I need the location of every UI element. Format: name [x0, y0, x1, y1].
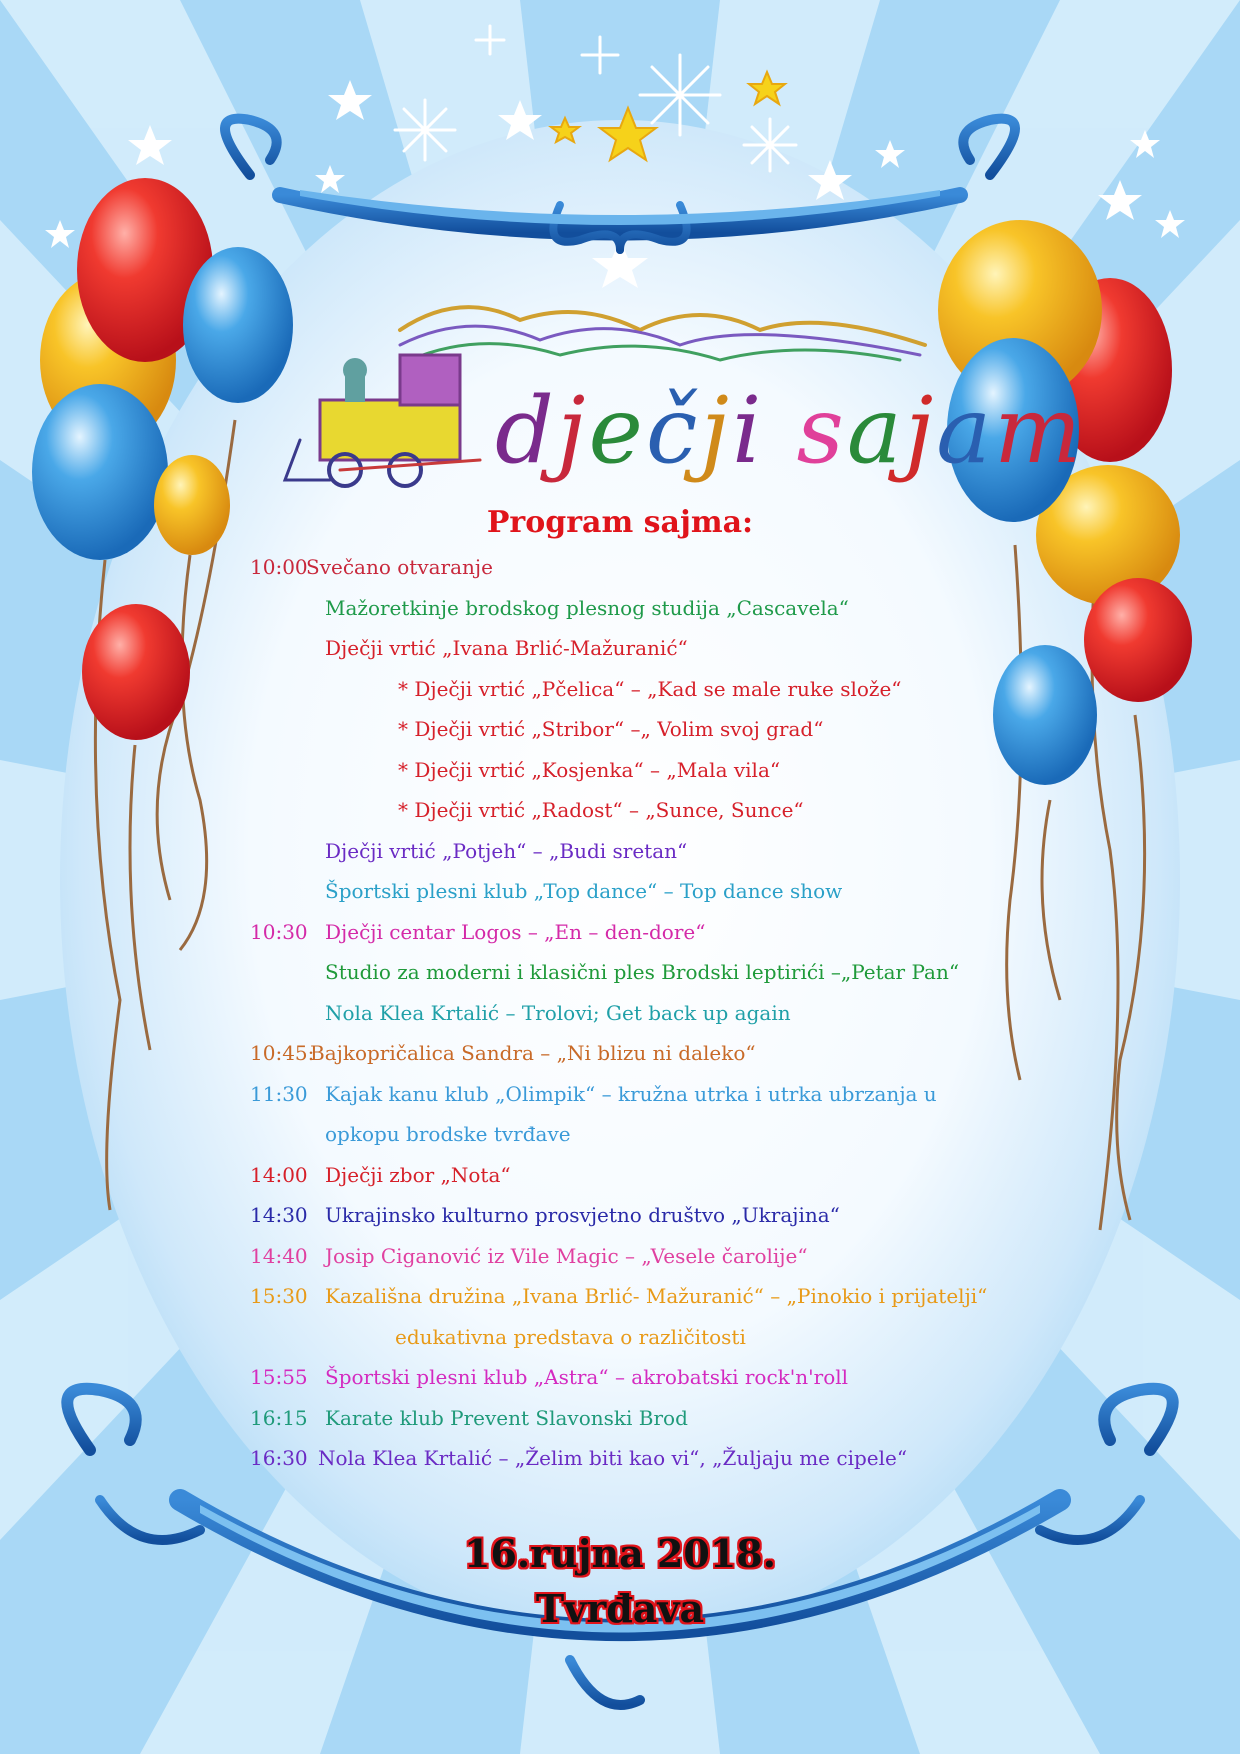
- schedule-text: Karate klub Prevent Slavonski Brod: [325, 1405, 688, 1430]
- schedule-time: 14:00: [250, 1162, 308, 1187]
- event-place: Tvrđava: [535, 1586, 705, 1631]
- event-date: 16.rujna 2018.: [464, 1531, 776, 1576]
- schedule-time: 15:30: [250, 1284, 308, 1308]
- schedule-text: Nola Klea Krtalić – „Želim biti kao vi“, „Žuljaju me cipele“: [318, 1446, 908, 1470]
- schedule-time: 14:40: [250, 1243, 308, 1268]
- schedule-text: Josip Ciganović iz Vile Magic – „Vesele čarolije“: [325, 1243, 808, 1268]
- schedule-text: * Dječji vrtić „Kosjenka“ – „Mala vila“: [398, 757, 781, 782]
- schedule-time: 10:00: [250, 555, 308, 579]
- schedule-text: Mažoretkinje brodskog plesnog studija „Cascavela“: [325, 595, 849, 620]
- schedule-text: opkopu brodske tvrđave: [325, 1122, 571, 1146]
- schedule-text: Kazališna družina „Ivana Brlić- Mažuranić“ – „Pinokio i prijatelji“: [325, 1284, 988, 1308]
- schedule-text: Nola Klea Krtalić – Trolovi; Get back up again: [325, 1000, 791, 1025]
- schedule-text: Športski plesni klub „Astra“ – akrobatski rock'n'roll: [325, 1365, 849, 1389]
- schedule-text: edukativna predstava o različitosti: [395, 1324, 746, 1349]
- schedule-time: 16:30: [250, 1446, 308, 1470]
- schedule-text: Športski plesni klub „Top dance“ – Top dance show: [325, 879, 843, 903]
- schedule-time: 10:45:: [250, 1041, 315, 1065]
- schedule-time: 16:15: [250, 1405, 308, 1430]
- fair-title: dječji sajam: [495, 377, 1085, 484]
- schedule-time: 15:55: [250, 1365, 308, 1389]
- schedule-text: Dječji vrtić „Ivana Brlić-Mažuranić“: [325, 636, 688, 660]
- schedule-text: Dječji centar Logos – „En – den-dore“: [325, 919, 706, 944]
- schedule-text: Bajkopričalica Sandra – „Ni blizu ni daleko“: [310, 1041, 756, 1065]
- schedule-text: Studio za moderni i klasični ples Brodski leptirići –„Petar Pan“: [325, 960, 960, 984]
- schedule-time: 11:30: [250, 1081, 308, 1106]
- schedule-time: 10:30: [250, 919, 308, 944]
- schedule-text: Kajak kanu klub „Olimpik“ – kružna utrka i utrka ubrzanja u: [325, 1081, 937, 1106]
- schedule-time: 14:30: [250, 1203, 308, 1227]
- schedule-text: Dječji vrtić „Potjeh“ – „Budi sretan“: [325, 838, 688, 863]
- program-heading: Program sajma:: [486, 505, 754, 540]
- schedule-text: Dječji zbor „Nota“: [325, 1162, 511, 1187]
- schedule-text: Svečano otvaranje: [306, 555, 493, 579]
- schedule-text: Ukrajinsko kulturno prosvjetno društvo „Ukrajina“: [325, 1203, 840, 1227]
- schedule-text: * Dječji vrtić „Stribor“ –„ Volim svoj grad“: [398, 717, 824, 741]
- schedule-text: * Dječji vrtić „Pčelica“ – „Kad se male ruke slože“: [398, 676, 902, 701]
- schedule-text: * Dječji vrtić „Radost“ – „Sunce, Sunce“: [398, 798, 804, 822]
